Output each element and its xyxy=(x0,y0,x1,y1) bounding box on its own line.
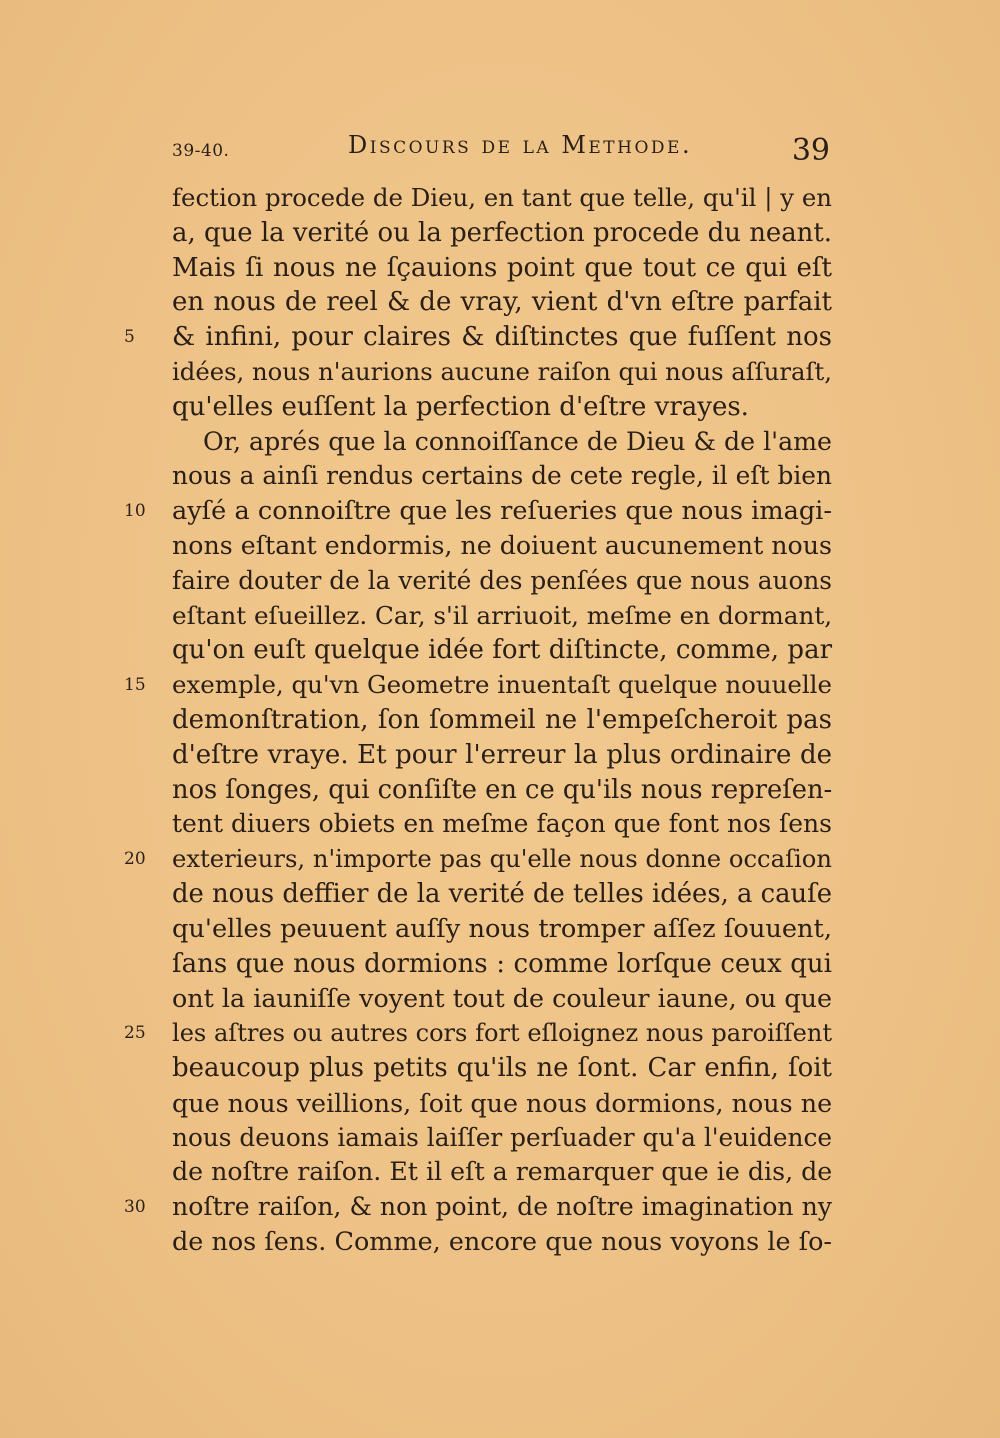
text-line: Or, aprés que la connoiſſance de Dieu & de l'ame xyxy=(203,426,832,456)
text-line: 15 exemple, qu'vn Geometre inuentaſt quelque nouuelle xyxy=(172,668,832,703)
text-line: 20 exterieurs, n'importe pas qu'elle nous donne occaſion xyxy=(172,842,832,877)
text-line: a, que la verité ou la perfection procede du neant. xyxy=(172,217,832,248)
text-line: qu'elles peuuent auſſy nous tromper aſſez ſouuent, xyxy=(172,913,832,944)
text-line: fection procede de Dieu, en tant que telle, qu'il | y en xyxy=(172,183,832,212)
text-line: que nous veillions, ſoit que nous dormions, nous ne xyxy=(172,1087,833,1118)
text-line: ſans que nous dormions : comme lorſque ceux qui xyxy=(172,948,832,979)
text-line: demonſtration, ſon ſommeil ne l'empeſcheroit pas xyxy=(172,704,832,735)
text-line: 10 ayſé a connoiſtre que les reſueries que nous imagi- xyxy=(172,494,832,529)
text-line: de nous deffier de la verité de telles idées, a cauſe xyxy=(172,878,832,909)
text-line: idées, nous n'aurions aucune raiſon qui nous aſſuraſt, xyxy=(172,356,832,386)
text-line: de noſtre raiſon. Et il eſt a remarquer que ie dis, de xyxy=(172,1157,833,1187)
line-number: 30 xyxy=(124,1197,146,1218)
text-line: de nos ſens. Comme, encore que nous voyons le ſo- xyxy=(172,1226,832,1257)
text-line: tent diuers obiets en meſme façon que font nos ſens xyxy=(172,809,832,839)
text-line: faire douter de la verité des penſées que nous auons xyxy=(172,565,832,595)
text-line: 30 noſtre raiſon, & non point, de noſtre imagination ny xyxy=(172,1190,832,1225)
text-line: nos ſonges, qui conſiſte en ce qu'ils nous repreſen- xyxy=(172,774,833,805)
text-line: 25 les aſtres ou autres cors fort eſloignez nous paroiſſent xyxy=(172,1016,832,1051)
text-line: ont la iauniſſe voyent tout de couleur iaune, ou que xyxy=(172,983,832,1014)
text-line: nous a ainſi rendus certains de cete regle, il eſt bien xyxy=(172,461,832,491)
text-line: qu'on euſt quelque idée fort diſtincte, comme, par xyxy=(172,635,832,666)
text-line: eſtant eſueillez. Car, s'il arriuoit, meſme en dormant, xyxy=(172,600,833,630)
body-text xyxy=(124,181,833,1260)
text-line: Mais ſi nous ne ſçauions point que tout ce qui eſt xyxy=(172,252,832,283)
text-line: d'eſtre vraye. Et pour l'erreur la plus ordinaire de xyxy=(172,739,832,770)
line-number: 15 xyxy=(124,675,146,696)
page-number: 39 xyxy=(791,133,830,168)
text-line: 5 & infini, pour claires & diſtinctes que fuſſent nos xyxy=(172,320,832,355)
text-line: en nous de reel & de vray, vient d'vn eſtre parfait xyxy=(172,287,832,318)
text-line: qu'elles euſſent la perfection d'eſtre vrayes. xyxy=(172,391,749,422)
running-head xyxy=(172,131,832,167)
text-line: nous deuons iamais laiſſer perſuader qu'a l'euidence xyxy=(172,1122,832,1152)
line-number: 5 xyxy=(124,327,135,348)
text-line: nons eſtant endormis, ne doiuent aucunement nous xyxy=(172,530,832,560)
text-line: beaucoup plus petits qu'ils ne ſont. Car enfin, ſoit xyxy=(172,1052,832,1083)
page-reference: 39-40. xyxy=(172,141,230,161)
line-number: 10 xyxy=(124,501,146,522)
line-number: 20 xyxy=(124,849,146,870)
page-title: Discours de la Methode. xyxy=(348,131,693,159)
line-number: 25 xyxy=(124,1023,146,1044)
